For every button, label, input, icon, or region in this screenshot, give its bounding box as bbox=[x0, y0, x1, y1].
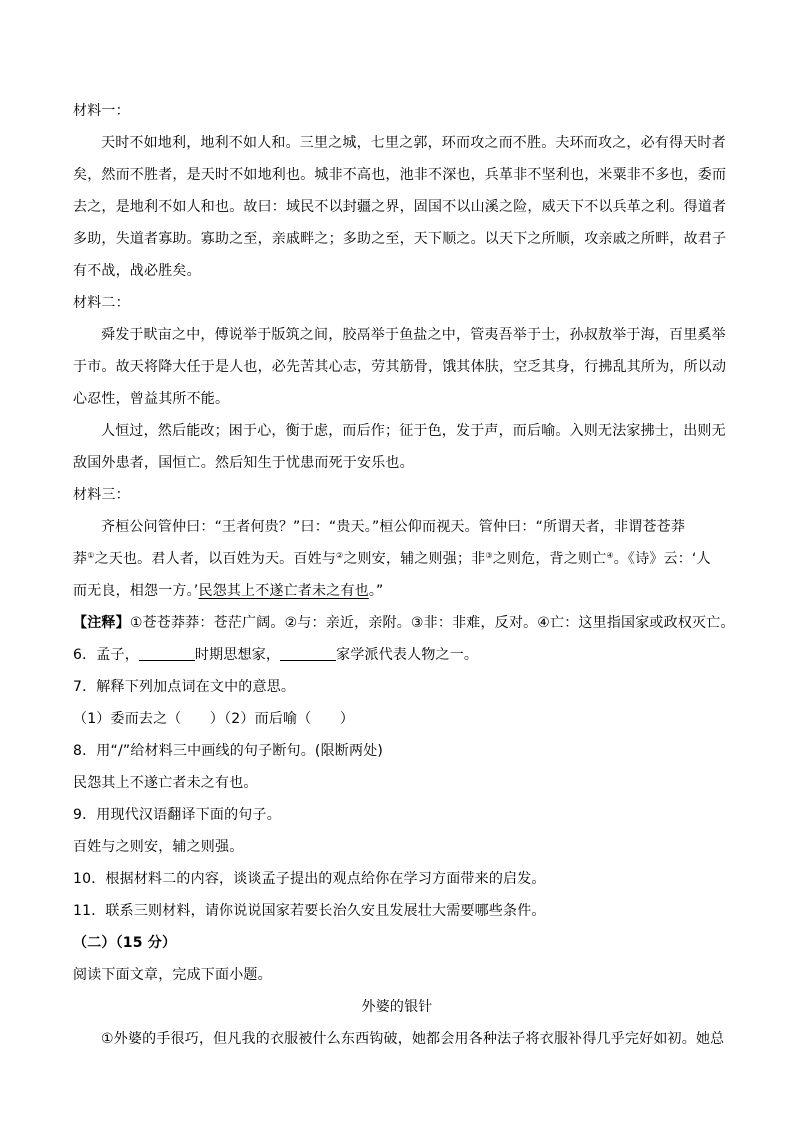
material-2-label: 材料二： bbox=[73, 295, 130, 311]
material-1-line: 去之，是地利不如人和也。故曰：域民不以封疆之界，固国不以山溪之险，威天下不以兵革之利。得道者 bbox=[73, 199, 727, 215]
material-3-line bbox=[73, 581, 725, 601]
text-span: 之天也。君人者，以百姓为天。百姓与 bbox=[94, 551, 336, 567]
annotation-label: 【注释】 bbox=[73, 615, 130, 631]
text-span: 而无良，相怨一方。’ bbox=[73, 583, 199, 599]
question-8: 8．用“/”给材料三中画线的句子断句。(限断两处) bbox=[73, 743, 384, 759]
section-instruction: 阅读下面文章，完成下面小题。 bbox=[73, 967, 272, 983]
footnote-marker: ③ bbox=[485, 551, 493, 560]
material-1-label: 材料一： bbox=[73, 103, 130, 119]
text-span: 时期思想家， bbox=[194, 647, 281, 663]
text-span: 莽 bbox=[73, 551, 88, 567]
text-span: 家学派代表人物之一。 bbox=[336, 647, 479, 663]
question-9: 9．用现代汉语翻译下面的句子。 bbox=[73, 807, 281, 823]
section-heading: （二）（15 分） bbox=[73, 935, 177, 951]
answer-blank[interactable] bbox=[139, 646, 195, 661]
footnote-marker: ① bbox=[87, 551, 95, 560]
material-1-line: 多助，失道者寡助。寡助之至，亲戚畔之；多助之至，天下顺之。以天下之所顺，攻亲戚之所畔，故君子 bbox=[73, 231, 727, 247]
question-11: 11．联系三则材料，请你说说国家若要长治久安且发展壮大需要哪些条件。 bbox=[73, 903, 546, 919]
question-10: 10．根据材料二的内容，谈谈孟子提出的观点给你在学习方面带来的启发。 bbox=[73, 871, 546, 887]
text-span: 之则安，辅之则强；非 bbox=[343, 551, 486, 567]
material-1-line: 矣，然而不胜者，是天时不如地利也。城非不高也，池非不深也，兵革非不坚利也，米粟非不多也，委而 bbox=[73, 167, 727, 183]
question-6 bbox=[73, 645, 725, 665]
material-3-label: 材料三： bbox=[73, 487, 130, 503]
annotation-text: ①苍苍莽莽：苍茫广阔。②与：亲近，亲附。③非：非难，反对。④亡：这里指国家或政权灭亡。 bbox=[129, 615, 735, 631]
text-span: 。《诗》云：‘人 bbox=[613, 551, 711, 567]
text-span: 6．孟子， bbox=[73, 647, 139, 663]
footnote-marker: ② bbox=[335, 551, 344, 560]
material-3-line bbox=[73, 549, 725, 569]
material-2-line: 舜发于畎亩之中，傅说举于版筑之间，胶鬲举于鱼盐之中，管夷吾举于士，孙叔敖举于海，百里奚举 bbox=[101, 327, 726, 343]
question-7-items: （1）委而去之（ ）（2）而后喻（ ） bbox=[73, 711, 355, 727]
underlined-sentence: 民怨其上不遂亡者未之有也 bbox=[198, 583, 369, 599]
footnote-marker: ④ bbox=[606, 551, 614, 560]
material-2-line: 敌国外患者，国恒亡。然后知生于忧患而死于安乐也。 bbox=[73, 455, 414, 471]
question-8-sentence: 民怨其上不遂亡者未之有也。 bbox=[73, 775, 258, 791]
text-span: 。” bbox=[368, 583, 384, 599]
material-2-line: 于市。故天将降大任于是人也，必先苦其心志，劳其筋骨，饿其体肤，空乏其身，行拂乱其所为，所以动 bbox=[73, 359, 727, 375]
article-title: 外婆的银针 bbox=[361, 999, 433, 1015]
material-3-line: 齐桓公问管仲曰：“王者何贵？”曰：“贵天。”桓公仰而视天。管仲曰：“所谓天者，非谓苍苍莽 bbox=[101, 519, 686, 535]
material-2-line: 心忍性，曾益其所不能。 bbox=[73, 391, 230, 407]
material-1-line: 有不战，战必胜矣。 bbox=[73, 263, 201, 279]
question-7: 7．解释下列加点词在文中的意思。 bbox=[73, 679, 296, 695]
answer-blank[interactable] bbox=[280, 646, 336, 661]
article-paragraph: ①外婆的手很巧，但凡我的衣服被什么东西钩破，她都会用各种法子将衣服补得几乎完好如初。她总 bbox=[101, 1031, 725, 1047]
material-1-line: 天时不如地利，地利不如人和。三里之城，七里之郭，环而攻之而不胜。夫环而攻之，必有得天时者 bbox=[101, 135, 726, 151]
annotation-line bbox=[73, 613, 735, 633]
text-span: 之则危，背之则亡 bbox=[492, 551, 607, 567]
question-9-sentence: 百姓与之则安，辅之则强。 bbox=[73, 839, 244, 855]
material-2-line: 人恒过，然后能改；困于心，衡于虑，而后作；征于色，发于声，而后喻。入则无法家拂士，出则无 bbox=[101, 423, 726, 439]
